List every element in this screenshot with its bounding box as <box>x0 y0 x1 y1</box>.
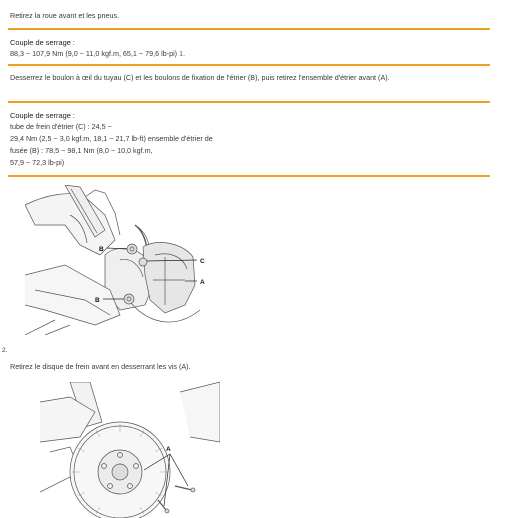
callout-label: A <box>200 279 205 286</box>
section-divider <box>8 101 490 103</box>
torque-line: 29,4 Nm (2,5 ~ 3,0 kgf.m, 18,1 ~ 21,7 lb-ft) ensemble d'étrier de <box>10 134 213 143</box>
callout-label: C <box>200 258 205 265</box>
callout-label: B <box>95 297 100 304</box>
section-divider <box>8 64 490 66</box>
torque-title: Couple de serrage : <box>10 111 75 120</box>
section-divider <box>8 175 490 177</box>
callout-label: A <box>166 446 171 453</box>
brake-disc-illustration <box>40 382 220 518</box>
step-reference: 1. <box>179 49 186 58</box>
step-text-remove-caliper: Desserrez le boulon à œil du tuyau (C) et les boulons de fixation de l'étrier (B), puis retirez l'ensemble d'étrier avant (A). <box>10 73 390 82</box>
torque-line: fusée (B) : 78,5 ~ 98,1 Nm (8,0 ~ 10,0 kgf.m, <box>10 146 153 155</box>
caliper-assembly-illustration <box>25 185 225 335</box>
torque-title: Couple de serrage : <box>10 38 75 47</box>
step-number: 2. <box>2 347 8 354</box>
torque-line: 57,9 ~ 72,3 lb-pi) <box>10 158 65 167</box>
torque-value <box>10 49 185 59</box>
torque-line: tube de frein d'étrier (C) : 24,5 ~ <box>10 122 112 131</box>
step-text-remove-wheel: Retirez la roue avant et les pneus. <box>10 11 120 20</box>
section-divider <box>8 28 490 30</box>
step-text-remove-disc: Retirez le disque de frein avant en desserrant les vis (A). <box>10 362 191 371</box>
callout-label: B <box>99 246 104 253</box>
torque-value-text: 88,3 ~ 107,9 Nm (9,0 ~ 11,0 kgf.m, 65,1 ~ 79,6 lb-pi) <box>10 49 178 58</box>
